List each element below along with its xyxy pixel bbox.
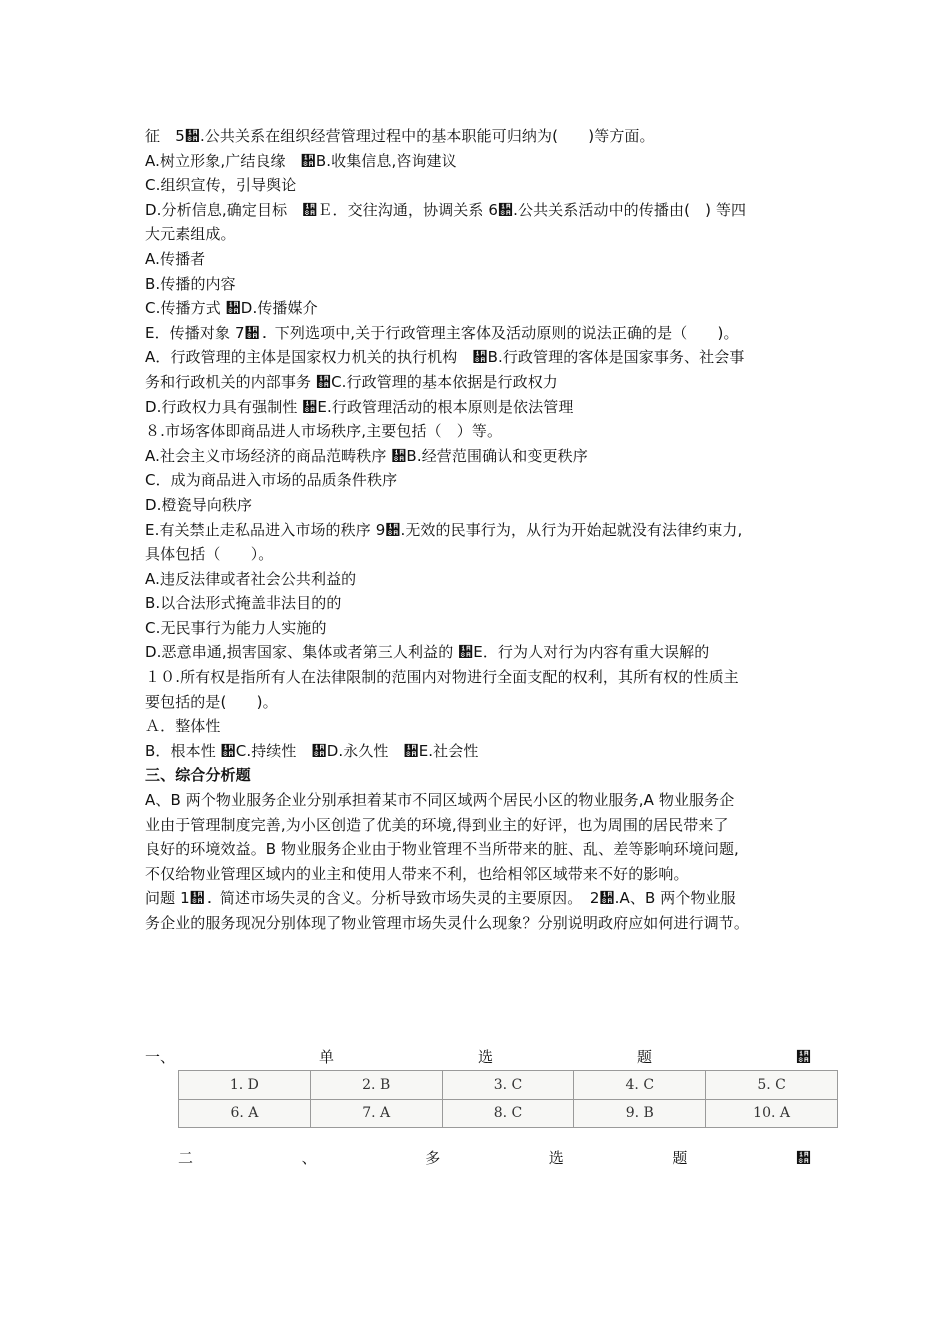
text-line: C.组织宣传，引导舆论 (145, 176, 297, 195)
answer-cell: 10. A (706, 1099, 838, 1128)
answer-cell: 7. A (310, 1099, 442, 1128)
text-line: D.行政权力具有强制性 ᪊E.行政管理活动的根本原则是依法管理 (145, 397, 574, 416)
text-line: C.传播方式 ᪊D.传播媒介 (145, 299, 318, 318)
case-line: 良好的环境效益。B 物业服务企业由于物业管理不当所带来的脏、乱、差等影响环境问题, (145, 840, 739, 859)
heading-part: 单 (319, 1048, 335, 1066)
answer-heading-single (145, 1046, 811, 1067)
text-line: １０.所有权是指所有人在法律限制的范围内对物进行全面支配的权利，其所有权的性质主 (145, 668, 739, 687)
section-title: 三、综合分析题 (145, 766, 251, 785)
answer-heading-multiple (178, 1147, 811, 1168)
text-line: 大元素组成。 (145, 225, 236, 244)
text-line: A.树立形象,广结良缘 ᪊B.收集信息,咨询建议 (145, 151, 457, 170)
case-line: 不仅给物业管理区域内的业主和使用人带来不利，也给相邻区域带来不好的影响。 (145, 864, 689, 883)
text-line: C.无民事行为能力人实施的 (145, 618, 327, 637)
heading-part: ᪊ (795, 1148, 811, 1167)
text-line: 具体包括（ ）。 (145, 545, 274, 564)
text-line: A.社会主义市场经济的商品范畴秩序 ᪊B.经营范围确认和变更秩序 (145, 446, 588, 465)
case-line: A、B 两个物业服务企业分别承担着某市不同区域两个居民小区的物业服务,A 物业服务企 (145, 791, 735, 810)
case-line: 业由于管理制度完善,为小区创造了优美的环境,得到业主的好评，也为周围的居民带来了 (145, 815, 729, 834)
heading-part: 选 (548, 1149, 564, 1167)
question-text (145, 124, 811, 936)
text-line: C．成为商品进入市场的品质条件秩序 (145, 471, 398, 490)
heading-part: 多 (425, 1149, 441, 1167)
answer-cell: 8. C (442, 1099, 574, 1128)
answer-cell: 1. D (179, 1071, 311, 1100)
text-line: 要包括的是( )。 (145, 692, 278, 711)
answer-cell: 3. C (442, 1071, 574, 1100)
case-line: 务企业的服务现况分别体现了物业管理市场失灵什么现象？分别说明政府应如何进行调节。 (145, 914, 750, 932)
text-line: 务和行政机关的内部事务 ᪊C.行政管理的基本依据是行政权力 (145, 372, 558, 391)
text-line: A．行政管理的主体是国家权力机关的执行机构 ᪊B.行政管理的客体是国家事务、社会事 (145, 348, 745, 367)
answer-cell: 4. C (574, 1071, 706, 1100)
text-line: E．传播对象 7᪊．下列选项中,关于行政管理主客体及活动原则的说法正确的是（ )。 (145, 323, 739, 342)
table-row (179, 1099, 838, 1128)
text-line: E.有关禁止走私品进入市场的秩序 9᪊.无效的民事行为，从行为开始起就没有法律约束力, (145, 520, 743, 539)
heading-part: 、 (301, 1149, 317, 1167)
table-row (179, 1071, 838, 1100)
case-line: 问题 1᪊．简述市场失灵的含义。分析导致市场失灵的主要原因。 2᪊.A、B 两个物业服 (145, 889, 736, 908)
text-line: B．根本性 ᪊C.持续性 ᪊D.永久性 ᪊E.社会性 (145, 741, 479, 760)
heading-part: 题 (637, 1048, 653, 1066)
answer-cell: 5. C (706, 1071, 838, 1100)
text-line: A.传播者 (145, 249, 206, 268)
answer-cell: 2. B (310, 1071, 442, 1100)
answer-table-image (170, 1066, 840, 1130)
heading-part: 题 (672, 1149, 688, 1167)
text-line: D.橙瓷导向秩序 (145, 495, 253, 514)
text-line: B.以合法形式掩盖非法目的的 (145, 594, 342, 613)
answer-cell: 6. A (179, 1099, 311, 1128)
heading-part: ᪊ (796, 1047, 811, 1066)
text-line: D.分析信息,确定目标 ᪊Ｅ．交往沟通，协调关系 6᪊.公共关系活动中的传播由( ) 等四 (145, 200, 747, 219)
answer-table (178, 1070, 838, 1128)
text-line: A.违反法律或者社会公共利益的 (145, 569, 357, 588)
text-line: Ａ．整体性 (145, 717, 221, 736)
heading-part: 二 (178, 1149, 194, 1167)
heading-part: 一、 (145, 1048, 176, 1066)
heading-part: 选 (478, 1048, 494, 1066)
text-line: B.传播的内容 (145, 274, 236, 293)
text-line: D.恶意串通,损害国家、集体或者第三人利益的 ᪊E．行为人对行为内容有重大误解的 (145, 643, 710, 662)
answer-cell: 9. B (574, 1099, 706, 1128)
text-line: ８.市场客体即商品进人市场秩序,主要包括（ ）等。 (145, 422, 503, 441)
text-line: 征 5᪊.公共关系在组织经营管理过程中的基本职能可归纳为( )等方面。 (145, 127, 655, 145)
